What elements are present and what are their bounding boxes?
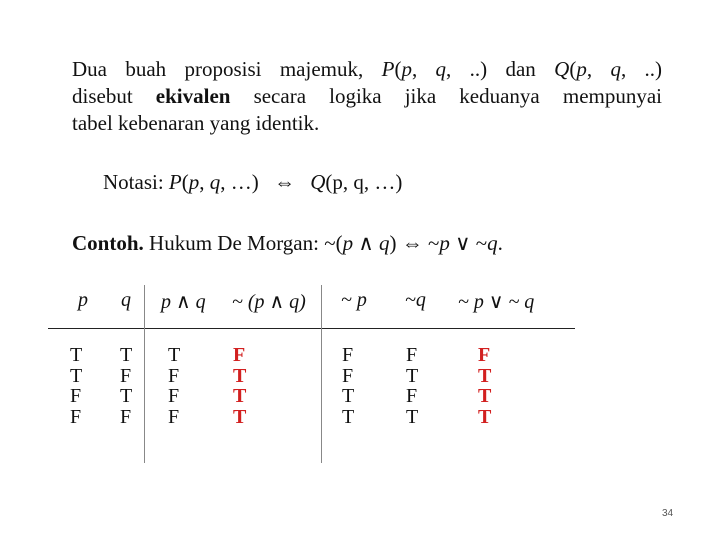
intro-text: , ..) dan	[446, 57, 536, 81]
not-symbol: ~	[475, 231, 488, 255]
keyword-ekivalen: ekivalen	[155, 84, 231, 108]
intro-text: Dua buah proposisi majemuk,	[72, 57, 364, 81]
cell: T	[70, 344, 83, 366]
comma: ,	[586, 57, 593, 81]
column-not-p	[342, 345, 354, 428]
cell: F	[168, 385, 180, 408]
comma: ,	[199, 170, 205, 194]
symbol-P: P	[168, 170, 182, 194]
cell: T	[342, 406, 355, 429]
symbol-q: q	[487, 231, 498, 255]
header-p: p	[78, 289, 88, 311]
column-divider	[321, 285, 322, 463]
or-symbol: ∨	[455, 231, 471, 255]
cell: F	[342, 364, 354, 387]
symbol-p: p	[576, 57, 587, 81]
cell: F	[70, 385, 82, 408]
symbol-P: P	[381, 57, 395, 81]
cell: T	[233, 385, 247, 408]
cell: T	[478, 406, 492, 429]
paren: (	[394, 57, 402, 81]
column-p	[70, 345, 82, 428]
comma: ,	[411, 57, 418, 81]
cell: T	[406, 406, 419, 429]
cell: T	[233, 406, 247, 429]
cell: T	[70, 364, 83, 387]
cell: T	[478, 385, 492, 408]
intro-line-3: tabel kebenaran yang identik.	[72, 111, 320, 135]
header-not-q: ~q	[405, 289, 426, 311]
header-q: q	[121, 289, 131, 311]
cell: F	[406, 344, 418, 366]
page-number: 34	[662, 508, 674, 519]
intro-paragraph	[72, 56, 662, 137]
column-not-p-or-not-q	[478, 345, 491, 428]
equivalence-icon: ⇔	[274, 170, 295, 194]
cell: T	[342, 385, 355, 408]
cell: F	[120, 406, 132, 429]
cell: F	[478, 344, 491, 366]
symbol-p: p	[439, 231, 450, 255]
paren: )	[389, 231, 397, 255]
paren: (	[569, 57, 577, 81]
symbol-q: q	[435, 57, 447, 81]
column-p-and-q	[168, 345, 180, 428]
cell: F	[70, 406, 82, 429]
symbol-Q: Q	[554, 57, 570, 81]
column-not-q	[406, 345, 418, 428]
intro-line-2	[72, 83, 662, 110]
example-line	[72, 231, 503, 256]
and-symbol: ∧	[358, 231, 374, 255]
intro-text: disebut	[72, 84, 133, 108]
cell: F	[120, 364, 132, 387]
symbol-p: p	[188, 170, 200, 194]
symbol-p: p	[342, 231, 354, 255]
header-p-and-q: p ∧ q	[161, 291, 206, 313]
cell: T	[120, 344, 133, 366]
truth-table	[48, 285, 578, 465]
cell: F	[406, 385, 418, 408]
not-symbol: ~	[427, 231, 440, 255]
cell: T	[233, 364, 247, 387]
header-not-p: ~ p	[341, 289, 367, 311]
paren: (	[181, 170, 189, 194]
cell: T	[478, 364, 492, 387]
intro-text: secara logika jika keduanya mempunyai	[253, 84, 663, 108]
symbol-p: p	[401, 57, 412, 81]
cell: F	[168, 364, 180, 387]
notation-line	[103, 170, 402, 195]
cell: F	[168, 406, 180, 429]
header-not-p-or-not-q: ~ p ∨ ~ q	[458, 291, 535, 313]
intro-line-1	[72, 56, 662, 83]
cell: T	[120, 385, 133, 408]
symbol-q: q	[610, 57, 621, 81]
period: .	[497, 231, 503, 255]
cell: T	[406, 364, 419, 387]
column-not-p-and-q	[233, 345, 246, 428]
example-label: Contoh.	[72, 231, 144, 255]
notation-label: Notasi:	[103, 170, 164, 194]
symbol-q: q	[378, 231, 390, 255]
args: (p, q, …)	[325, 170, 403, 194]
paren: , …)	[220, 170, 259, 194]
header-not-p-and-q: ~ (p ∧ q)	[232, 291, 306, 313]
symbol-q: q	[209, 170, 221, 194]
intro-text: , ..)	[620, 57, 663, 81]
column-divider	[144, 285, 145, 463]
cell: F	[342, 344, 354, 366]
equivalence-icon: ⇔	[401, 231, 423, 255]
example-text: Hukum De Morgan: ~(	[149, 231, 343, 255]
cell: T	[168, 344, 181, 366]
cell: F	[233, 344, 246, 366]
symbol-Q: Q	[310, 170, 326, 194]
column-q	[120, 345, 132, 428]
header-divider	[48, 328, 575, 329]
